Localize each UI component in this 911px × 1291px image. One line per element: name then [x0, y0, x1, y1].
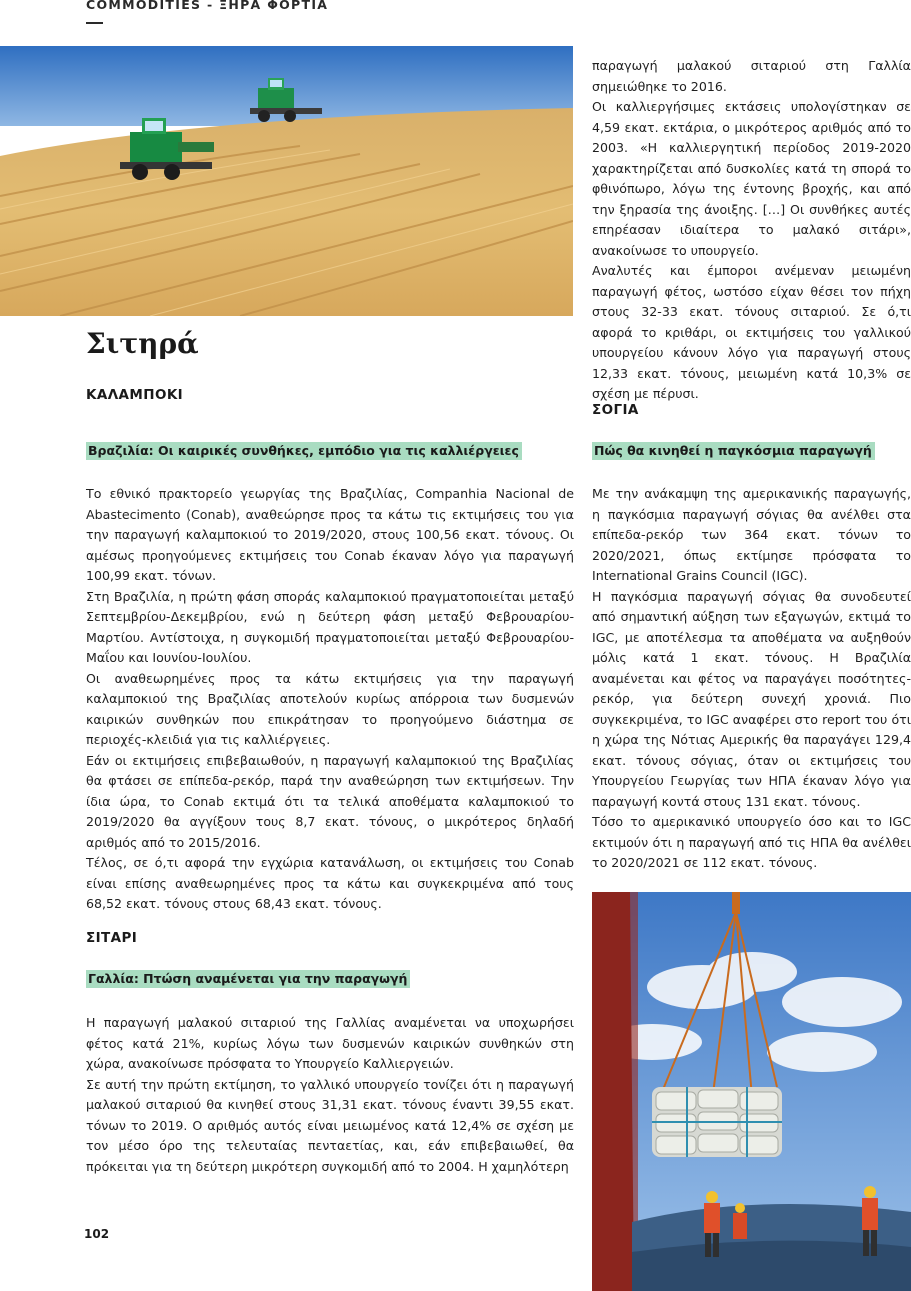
paragraph: Στη Βραζιλία, η πρώτη φάση σποράς καλαμποκιού πραγματοποιείται μεταξύ Σεπτεμβρίου-Δεκεμβρίου, ενώ η δεύτερη φάση μεταξύ Φεβρουαρίου-Μαρτίου. Αντίστοιχα, η συγκομιδή πραγματοποιείται μεταξύ Φεβρουαρίου-Μαΐου και Ιουνίου-Ιουλίου.: [86, 588, 574, 665]
subheading-france: [86, 971, 574, 986]
paragraph: Οι καλλιεργήσιμες εκτάσεις υπολογίστηκαν σε 4,59 εκατ. εκτάρια, ο μικρότερος αριθμός από το 2003. «Η καλλιεργητική περίοδος 2019-2020 χαρακτηρίζεται από δυσκολίες κατά τη σπορά το φθινόπωρο, λόγω της έντονης βροχής, και από την ξηρασία της άνοιξης. […] Οι συνθήκες αυτές επηρέασαν ιδιαίτερα το μαλακό σιτάρι», ανακοίνωσε το υπουργείο.: [592, 99, 911, 258]
soy-body: [592, 484, 911, 874]
subheading-global-text: Πώς θα κινηθεί η παγκόσμια παραγωγή: [592, 442, 875, 460]
port-loading-photo: [592, 892, 911, 1291]
paragraph: Σε αυτή την πρώτη εκτίμηση, το γαλλικό υπουργείο τονίζει ότι η παραγωγή μαλακού σιταριού θα κινηθεί στους 31,31 εκατ. τόνους έναντι 39,55 εκατ. τόνων το 2019. Ο αριθμός αυτός είναι μειωμένος κατά 12,4% σε σχέση με τον μέσο όρο της τελευταίας πενταετίας, και, εάν επιβεβαιωθεί, θα πρόκειται για τη δεύτερη μικρότερη συγκομιδή από το 2004. Η χαμηλότερη: [86, 1076, 574, 1174]
paragraph: Η παραγωγή μαλακού σιταριού της Γαλλίας αναμένεται να υποχωρήσει φέτος κατά 21%, κυρίως λόγω των δυσμενών καιρικών συνθηκών στη χώρα, ανακοίνωσε πρόσφατα το Υπουργείο Καλλιεργειών.: [86, 1015, 574, 1071]
article-title: Σιτηρά: [86, 327, 199, 360]
paragraph: Τέλος, σε ό,τι αφορά την εγχώρια κατανάλωση, οι εκτιμήσεις του Conab είναι επίσης αναθεωρημένες προς τα κάτω και συγκεκριμένα από τους 68,52 εκατ. τόνους στους 68,43 εκατ. τόνους.: [86, 855, 574, 911]
paragraph: Τόσο το αμερικανικό υπουργείο όσο και το IGC εκτιμούν ότι η παραγωγή από τις ΗΠΑ θα ανέλθει το 2020/2021 σε 112 εκατ. τόνους.: [592, 814, 911, 870]
paragraph: Οι αναθεωρημένες προς τα κάτω εκτιμήσεις για την παραγωγή καλαμποκιού της Βραζιλίας αποτελούν κυρίως απόρροια των δυσμενών καιρικών συνθηκών που επικράτησαν το προηγούμενο διάστημα σε περιοχές-κλειδιά για τις καλλιέργειες.: [86, 670, 574, 747]
wheat-body-left: [86, 1013, 574, 1177]
wheat-body-right: [592, 56, 911, 405]
page-number: 102: [84, 1227, 110, 1241]
corn-body: [86, 484, 574, 915]
paragraph: Με την ανάκαμψη της αμερικανικής παραγωγής, η παγκόσμια παραγωγή σόγιας θα ανέλθει στα επίπεδα-ρεκόρ των 364 εκατ. τόνων το 2020/2021, όπως εκτίμησε πρόσφατα το International Grains Council (IGC).: [592, 486, 911, 583]
subheading-brazil-text: Βραζιλία: Οι καιρικές συνθήκες, εμπόδιο για τις καλλιέργειες: [86, 442, 522, 460]
subheading-france-text: Γαλλία: Πτώση αναμένεται για την παραγωγή: [86, 970, 410, 988]
category-soy: ΣΟΓΙΑ: [592, 402, 639, 418]
category-corn: ΚΑΛΑΜΠΟΚΙ: [86, 387, 184, 403]
subheading-brazil: [86, 443, 574, 458]
header-divider: [86, 22, 103, 24]
paragraph: Η παγκόσμια παραγωγή σόγιας θα συνοδευτεί από σημαντική αύξηση των εξαγωγών, εκτιμά το IGC, με αποτέλεσμα τα αποθέματα να αυξηθούν μόλις κατά 1 εκατ. τόνους. Η Βραζιλία αναμένεται και φέτος να παραγάγει ποσότητες-ρεκόρ, για δεύτερη συνεχή χρονιά. Πιο συγκεκριμένα, το IGC αναφέρει στο report του ότι η χώρα της Νότιας Αμερικής θα παραγάγει 129,4 εκατ. τόνους σόγιας, όταν οι εκτιμήσεις του Υπουργείου Γεωργίας των ΗΠΑ έκαναν λόγο για παραγωγή κοντά στους 131 εκατ. τόνους.: [592, 588, 911, 809]
paragraph: Αναλυτές και έμποροι ανέμεναν μειωμένη παραγωγή φέτος, ωστόσο είχαν θέσει τον πήχη στους 32-33 εκατ. τόνους σιταριού. Σε ό,τι αφορά το κριθάρι, οι εκτιμήσεις του γαλλικού υπουργείου κάνουν λόγο για παραγωγή στους 12,33 εκατ. τόνους, μειωμένη κατά 10,3% σε σχέση με πέρυσι.: [592, 263, 911, 401]
subheading-global: [592, 443, 911, 458]
category-wheat: ΣΙΤΑΡΙ: [86, 930, 138, 946]
paragraph: παραγωγή μαλακού σιταριού στη Γαλλία σημειώθηκε το 2016.: [592, 58, 911, 94]
paragraph: Το εθνικό πρακτορείο γεωργίας της Βραζιλίας, Companhia Nacional de Abastecimento (Conab), αναθεώρησε προς τα κάτω τις εκτιμήσεις του για την παραγωγή καλαμποκιού το 2019/2020, στους 100,56 εκατ. τόνους. Οι αμέσως προηγούμενες εκτιμήσεις του Conab έκαναν λόγο για παραγωγή 100,99 εκατ. τόνων.: [86, 486, 574, 583]
harvest-photo: [0, 46, 573, 316]
section-header: COMMODITIES - ΞΗΡΑ ΦΟΡΤΙΑ: [86, 0, 329, 12]
paragraph: Εάν οι εκτιμήσεις επιβεβαιωθούν, η παραγωγή καλαμποκιού της Βραζιλίας θα φτάσει σε επίπεδα-ρεκόρ, παρά την αναθεώρηση των εκτιμήσεων. Την ίδια ώρα, το Conab εκτιμά ότι τα τελικά αποθέματα καλαμποκιού το 2019/2020 θα αγγίξουν τους 8,7 εκατ. τόνους, ο μικρότερος δηλαδή αριθμός από το 2015/2016.: [86, 752, 574, 850]
